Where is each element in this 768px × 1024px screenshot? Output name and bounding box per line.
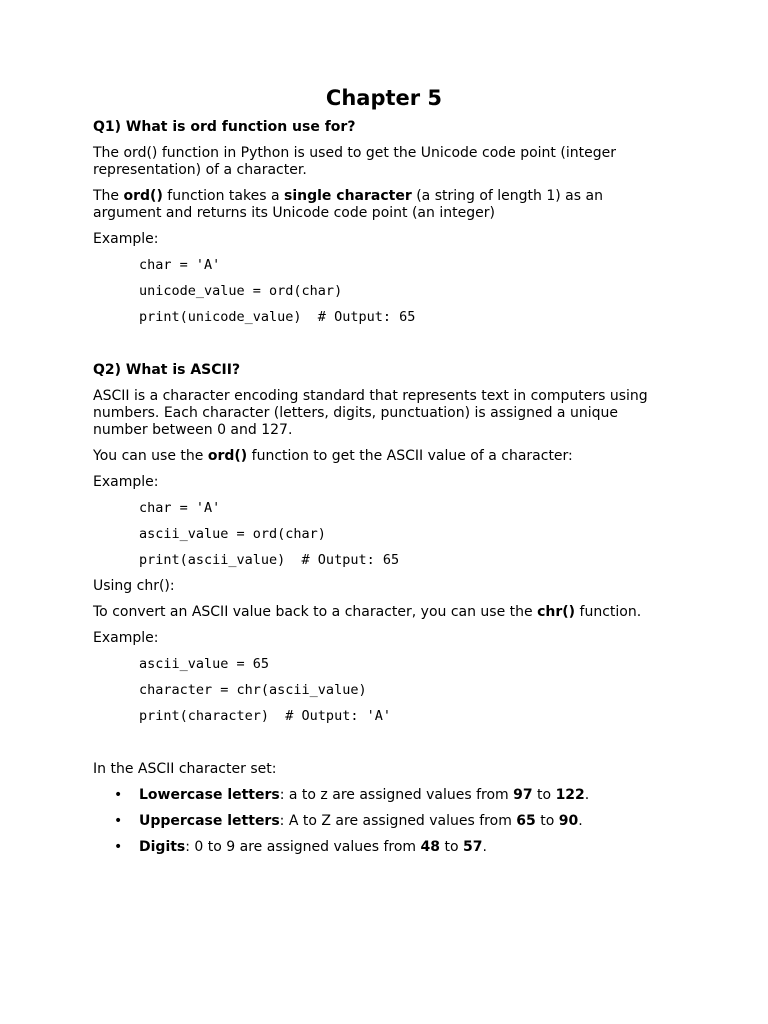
- bullet-icon: •: [114, 839, 123, 855]
- q1-heading: Q1) What is ord function use for?: [93, 119, 356, 135]
- q2-example-label: Example:: [93, 474, 159, 490]
- q2-code2-line-1: ascii_value = 65: [139, 656, 270, 672]
- q1-example-label: Example:: [93, 231, 159, 247]
- list-item: • Uppercase letters: A to Z are assigned values from 65 to 90.: [114, 813, 583, 829]
- q2-code2-line-3: print(character) # Output: 'A': [139, 708, 391, 724]
- chr-label: Using chr():: [93, 578, 175, 594]
- list-item: • Lowercase letters: a to z are assigned values from 97 to 122.: [114, 787, 590, 803]
- q2-paragraph-2: You can use the ord() function to get the ASCII value of a character:: [93, 448, 573, 464]
- q1-code-line-3: print(unicode_value) # Output: 65: [139, 309, 416, 325]
- ascii-ranges-list: [93, 787, 673, 856]
- document-page: [93, 86, 673, 856]
- q2-example-label-2: Example:: [93, 630, 159, 646]
- page-title: Chapter 5: [325, 86, 443, 110]
- q2-code-line-2: ascii_value = ord(char): [139, 526, 326, 542]
- q1-paragraph-1: The ord() function in Python is used to get the Unicode code point (integer representation) of a character.: [93, 145, 616, 178]
- q1-code-line-2: unicode_value = ord(char): [139, 283, 343, 299]
- list-item: • Digits: 0 to 9 are assigned values from 48 to 57.: [114, 839, 487, 855]
- q2-code-line-1: char = 'A': [139, 500, 221, 516]
- q1-code-line-1: char = 'A': [139, 257, 221, 273]
- q2-paragraph-3: To convert an ASCII value back to a character, you can use the chr() function.: [93, 604, 642, 620]
- bullet-icon: •: [114, 787, 123, 803]
- q2-heading: Q2) What is ASCII?: [93, 362, 241, 378]
- q2-code-line-3: print(ascii_value) # Output: 65: [139, 552, 400, 568]
- ascii-set-intro: In the ASCII character set:: [93, 761, 277, 777]
- bullet-icon: •: [114, 813, 123, 829]
- q2-code2-line-2: character = chr(ascii_value): [139, 682, 367, 698]
- q2-paragraph-1: ASCII is a character encoding standard that represents text in computers using numbers. Each character (letters, digits, punctuation) is assigned a unique number between 0 and 127.: [93, 388, 648, 438]
- q1-paragraph-2: The ord() function takes a single character (a string of length 1) as an argument and returns its Unicode code point (an integer): [93, 188, 603, 221]
